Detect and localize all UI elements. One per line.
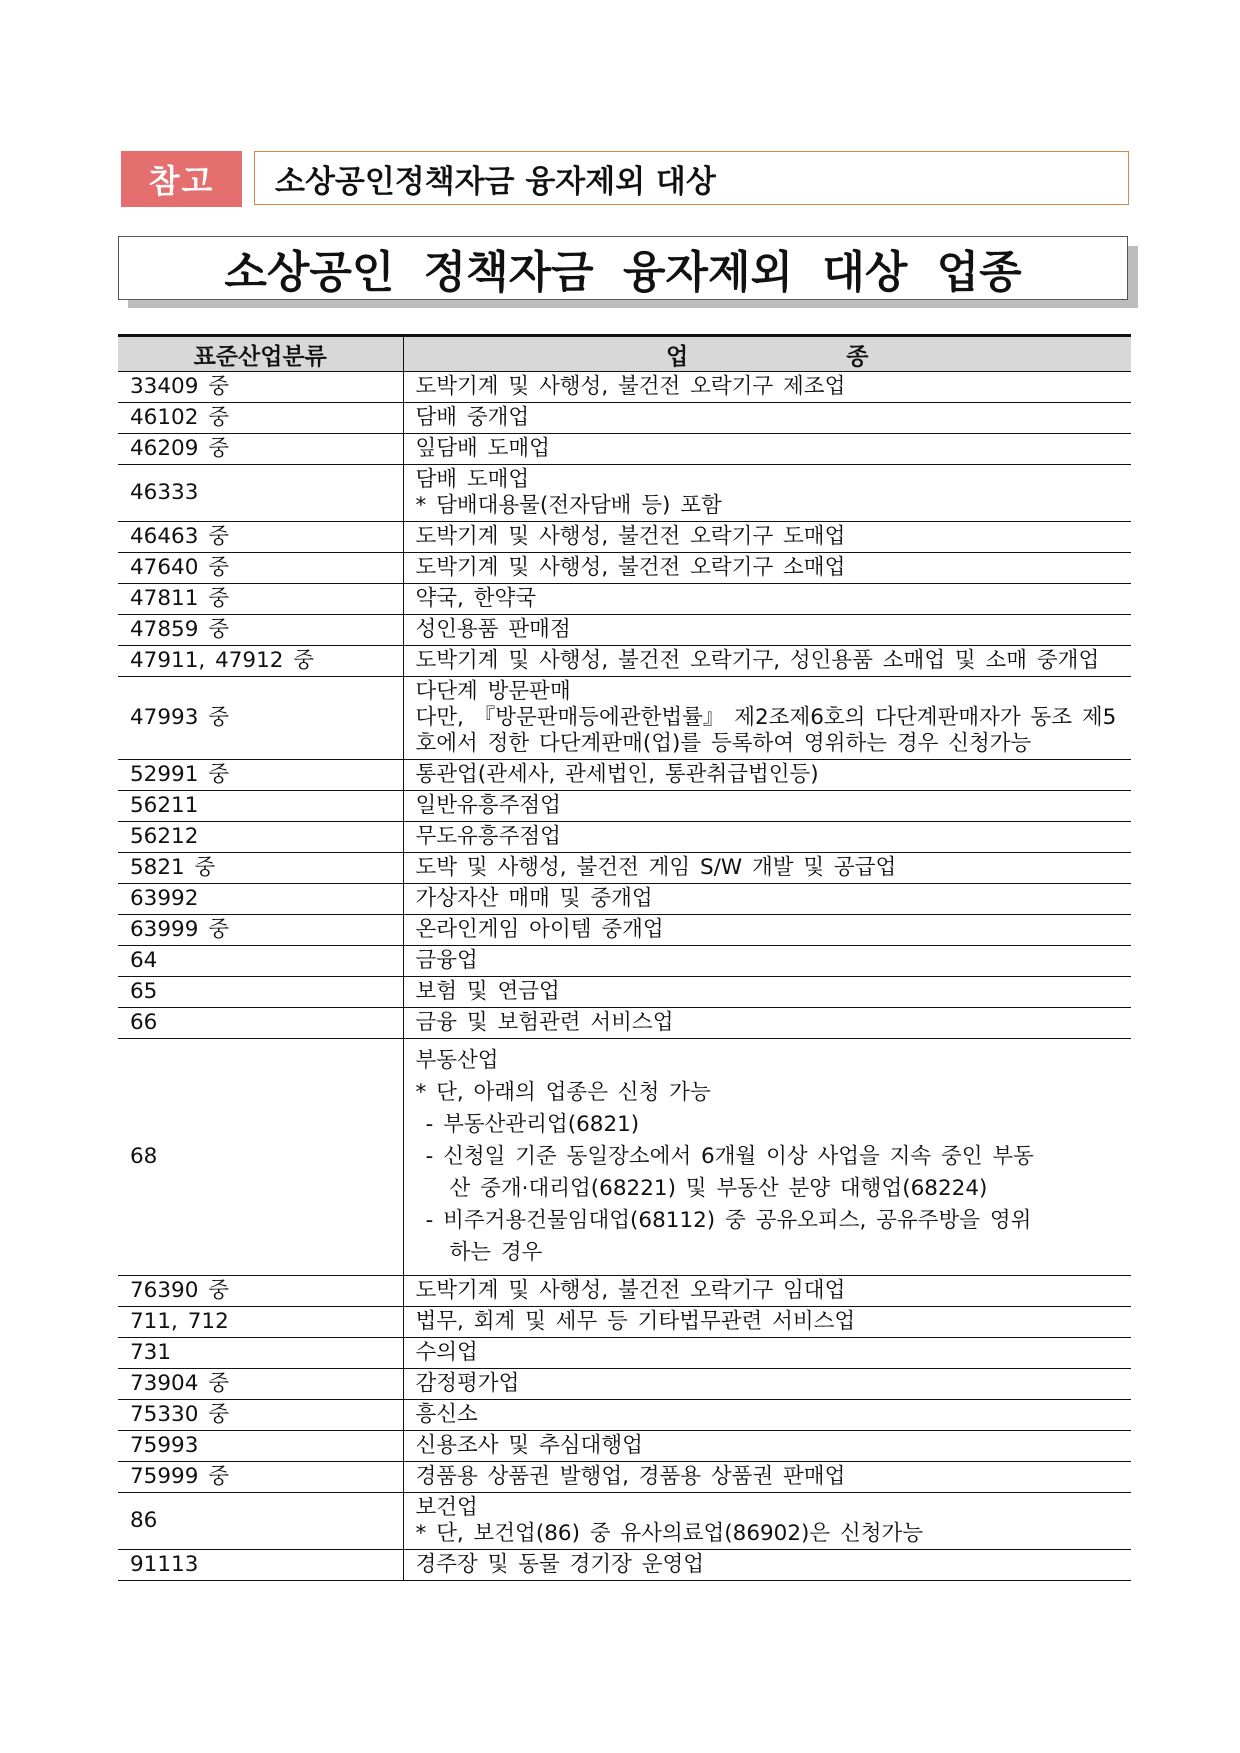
description-line: 다만, 『방문판매등에관한법률』 제2조제6호의 다단계판매자가 동조 제5호에서 정한 다단계판매(업)를 등록하여 영위하는 경우 신청가능: [415, 705, 1117, 756]
description-line: 보건업: [415, 1495, 478, 1520]
main-title-box: [118, 236, 1138, 308]
table-row: [118, 553, 1131, 584]
reference-header: [121, 151, 1131, 207]
description-line: 도박기계 및 사행성, 불건전 오락기구 도매업: [415, 524, 846, 549]
industry-description: [403, 434, 1131, 465]
description-line: 일반유흥주점업: [415, 793, 561, 818]
table-row-real-estate: [118, 1039, 1131, 1276]
table-row: [118, 615, 1131, 646]
industry-description: [403, 1462, 1131, 1493]
industry-description: [403, 1307, 1131, 1338]
industry-description: [403, 977, 1131, 1008]
table-row: [118, 977, 1131, 1008]
table-row: [118, 1493, 1131, 1550]
table-row: [118, 372, 1131, 403]
industry-code: 75993: [118, 1431, 403, 1462]
table-row: [118, 522, 1131, 553]
table-row: [118, 1462, 1131, 1493]
description-line: 성인용품 판매점: [415, 617, 571, 642]
industry-code: 68: [118, 1039, 403, 1276]
industry-description: [403, 522, 1131, 553]
industry-code: 46463 중: [118, 522, 403, 553]
table-row: [118, 791, 1131, 822]
header-industry: 업 종: [403, 336, 1131, 372]
description-note: * 단, 아래의 업종은 신청 가능: [415, 1080, 711, 1105]
industry-description: [403, 372, 1131, 403]
industry-description: [403, 646, 1131, 677]
table-row: [118, 760, 1131, 791]
industry-description: [403, 1431, 1131, 1462]
description-line: 담배 중개업: [415, 405, 530, 430]
description-line: 신용조사 및 추심대행업: [415, 1433, 643, 1458]
industry-code: 65: [118, 977, 403, 1008]
industry-code: 46333: [118, 465, 403, 522]
description-line: 도박기계 및 사행성, 불건전 오락기구, 성인용품 소매업 및 소매 중개업: [415, 648, 1100, 673]
header-classification: 표준산업분류: [118, 336, 403, 372]
industry-code: 76390 중: [118, 1276, 403, 1307]
table-row: [118, 1008, 1131, 1039]
industry-description: [403, 553, 1131, 584]
industry-code: 46102 중: [118, 403, 403, 434]
table-row: [118, 1338, 1131, 1369]
industry-code: 5821 중: [118, 853, 403, 884]
industry-description: [403, 1493, 1131, 1550]
industry-code: 46209 중: [118, 434, 403, 465]
industry-description: [403, 822, 1131, 853]
table-row: [118, 1369, 1131, 1400]
description-line: 수의업: [415, 1340, 478, 1365]
description-line: 도박 및 사행성, 불건전 게임 S/W 개발 및 공급업: [415, 855, 897, 880]
description-line: 통관업(관세사, 관세법인, 통관취급법인등): [415, 762, 819, 787]
exception-item-continued: 하는 경우: [449, 1240, 543, 1265]
industry-code: 731: [118, 1338, 403, 1369]
table-row: [118, 853, 1131, 884]
description-line: 온라인게임 아이템 중개업: [415, 917, 664, 942]
reference-tag: 참고: [121, 151, 242, 207]
industry-description: [403, 760, 1131, 791]
table-row: [118, 1307, 1131, 1338]
table-row: [118, 677, 1131, 760]
table-row: [118, 403, 1131, 434]
table-row: [118, 822, 1131, 853]
industry-code: 52991 중: [118, 760, 403, 791]
description-line: 법무, 회계 및 세무 등 기타법무관련 서비스업: [415, 1309, 856, 1334]
description-line: 잎담배 도매업: [415, 436, 550, 461]
main-title: 소상공인 정책자금 융자제외 대상 업종: [118, 236, 1128, 300]
description-line: 담배 도매업: [415, 467, 530, 492]
description-line: 금융 및 보험관련 서비스업: [415, 1010, 674, 1035]
description-line: 도박기계 및 사행성, 불건전 오락기구 임대업: [415, 1278, 846, 1303]
table-row: [118, 1550, 1131, 1581]
description-line: 무도유흥주점업: [415, 824, 561, 849]
industry-description: [403, 1550, 1131, 1581]
industry-code: 75330 중: [118, 1400, 403, 1431]
industry-description: [403, 465, 1131, 522]
industry-description: [403, 677, 1131, 760]
table-row: [118, 1431, 1131, 1462]
industry-code: 56211: [118, 791, 403, 822]
industry-description: [403, 403, 1131, 434]
industry-code: 47640 중: [118, 553, 403, 584]
table-row: [118, 465, 1131, 522]
description-line: 약국, 한약국: [415, 586, 537, 611]
industry-code: 33409 중: [118, 372, 403, 403]
description-line: 감정평가업: [415, 1371, 520, 1396]
table-row: [118, 1400, 1131, 1431]
description-line: 금융업: [415, 948, 478, 973]
table-row: [118, 434, 1131, 465]
industry-description: [403, 615, 1131, 646]
excluded-industries-table: [118, 334, 1131, 1581]
table-header-row: [118, 336, 1131, 372]
table-row: [118, 1276, 1131, 1307]
industry-code: 47811 중: [118, 584, 403, 615]
industry-description: [403, 584, 1131, 615]
table-row: [118, 646, 1131, 677]
industry-code: 63992: [118, 884, 403, 915]
description-line: * 단, 보건업(86) 중 유사의료업(86902)은 신청가능: [415, 1521, 924, 1546]
industry-code: 47911, 47912 중: [118, 646, 403, 677]
industry-description: [403, 791, 1131, 822]
industry-code: 73904 중: [118, 1369, 403, 1400]
description-line: 흥신소: [415, 1402, 478, 1427]
industry-code: 66: [118, 1008, 403, 1039]
description-line: 도박기계 및 사행성, 불건전 오락기구 제조업: [415, 374, 846, 399]
exception-item: - 부동산관리업(6821): [425, 1112, 640, 1137]
industry-description: [403, 1369, 1131, 1400]
description-line: 도박기계 및 사행성, 불건전 오락기구 소매업: [415, 555, 846, 580]
industry-code: 47993 중: [118, 677, 403, 760]
description-line: 부동산업: [415, 1048, 499, 1073]
description-line: 다단계 방문판매: [415, 679, 571, 704]
industry-description: [403, 1276, 1131, 1307]
table-row: [118, 884, 1131, 915]
industry-description: [403, 853, 1131, 884]
industry-code: 86: [118, 1493, 403, 1550]
industry-code: 75999 중: [118, 1462, 403, 1493]
industry-code: 711, 712: [118, 1307, 403, 1338]
description-line: 경품용 상품권 발행업, 경품용 상품권 판매업: [415, 1464, 846, 1489]
table-body: [118, 372, 1131, 1581]
industry-description: [403, 946, 1131, 977]
industry-description: [403, 1338, 1131, 1369]
industry-code: 63999 중: [118, 915, 403, 946]
description-line: 보험 및 연금업: [415, 979, 560, 1004]
exception-item: - 비주거용건물임대업(68112) 중 공유오피스, 공유주방을 영위: [425, 1208, 1032, 1233]
description-line: 경주장 및 동물 경기장 운영업: [415, 1552, 705, 1577]
exception-item: - 신청일 기준 동일장소에서 6개월 이상 사업을 지속 중인 부동: [425, 1144, 1034, 1169]
exception-item-continued: 산 중개·대리업(68221) 및 부동산 분양 대행업(68224): [449, 1176, 988, 1201]
industry-code: 64: [118, 946, 403, 977]
industry-description: [403, 915, 1131, 946]
table-row: [118, 946, 1131, 977]
table-row: [118, 584, 1131, 615]
industry-description: [403, 1008, 1131, 1039]
industry-description: [403, 1400, 1131, 1431]
reference-title: 소상공인정책자금 융자제외 대상: [254, 151, 1129, 205]
description-line: * 담배대용물(전자담배 등) 포함: [415, 493, 722, 518]
industry-description: [403, 884, 1131, 915]
table-row: [118, 915, 1131, 946]
industry-code: 47859 중: [118, 615, 403, 646]
industry-code: 56212: [118, 822, 403, 853]
industry-description: [403, 1039, 1131, 1276]
industry-code: 91113: [118, 1550, 403, 1581]
description-line: 가상자산 매매 및 중개업: [415, 886, 653, 911]
